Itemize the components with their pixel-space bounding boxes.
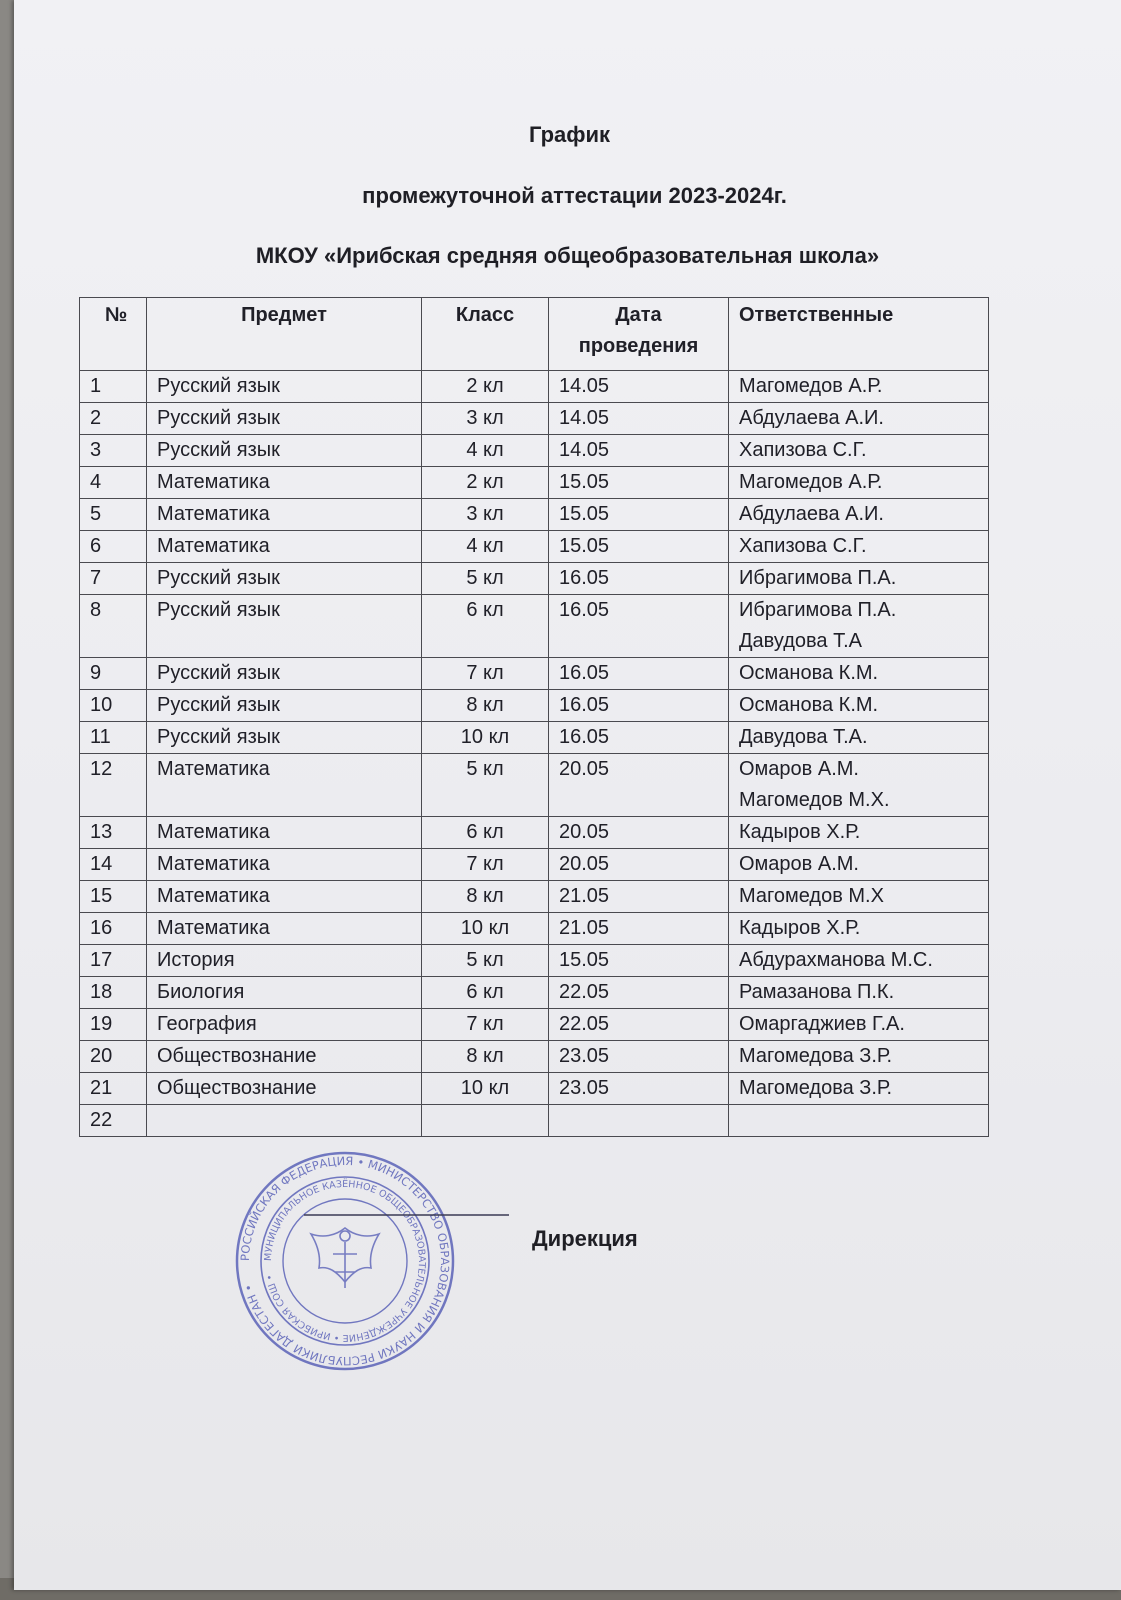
row-subject: Математика [147, 499, 422, 531]
row-class: 5 кл [422, 945, 549, 977]
schedule-table [79, 297, 989, 1137]
row-responsible [729, 531, 989, 563]
row-class: 5 кл [422, 563, 549, 595]
row-date: 21.05 [549, 913, 729, 945]
table-row [80, 499, 989, 531]
row-responsible [729, 1105, 989, 1137]
row-number: 16 [80, 913, 147, 945]
header-date [549, 298, 729, 371]
row-responsible [729, 849, 989, 881]
row-date [549, 1105, 729, 1137]
row-number: 2 [80, 403, 147, 435]
table-row [80, 817, 989, 849]
row-date: 16.05 [549, 595, 729, 658]
table-row [80, 531, 989, 563]
table-row [80, 1041, 989, 1073]
row-subject: Русский язык [147, 371, 422, 403]
row-class: 8 кл [422, 690, 549, 722]
row-class: 4 кл [422, 531, 549, 563]
table-row [80, 1073, 989, 1105]
document-title: График [528, 122, 611, 147]
row-class: 10 кл [422, 722, 549, 754]
row-responsible [729, 371, 989, 403]
responsible-person: Кадыров Х.Р. [739, 821, 861, 843]
row-number: 9 [80, 658, 147, 690]
responsible-person: Османова К.М. [739, 662, 879, 684]
row-subject: Обществознание [147, 1073, 422, 1105]
header-num: № [80, 298, 147, 371]
row-responsible [729, 467, 989, 499]
row-subject: Математика [147, 881, 422, 913]
responsible-person: Магомедов А.Р. [739, 375, 883, 397]
table-row [80, 881, 989, 913]
row-number: 19 [80, 1009, 147, 1041]
row-date: 22.05 [549, 1009, 729, 1041]
row-number: 14 [80, 849, 147, 881]
row-class: 4 кл [422, 435, 549, 467]
row-number: 13 [80, 817, 147, 849]
row-number: 7 [80, 563, 147, 595]
header-date-line2: проведения [578, 335, 699, 357]
row-class: 7 кл [422, 849, 549, 881]
row-number: 18 [80, 977, 147, 1009]
table-row [80, 435, 989, 467]
table-row [80, 977, 989, 1009]
row-subject: Русский язык [147, 658, 422, 690]
row-subject: Русский язык [147, 595, 422, 658]
row-subject: Русский язык [147, 690, 422, 722]
table-row [80, 913, 989, 945]
header-date-line1: Дата [615, 304, 662, 326]
row-date: 14.05 [549, 403, 729, 435]
row-class: 6 кл [422, 817, 549, 849]
row-date: 21.05 [549, 881, 729, 913]
row-subject: Математика [147, 531, 422, 563]
document-page [14, 0, 1121, 1590]
row-subject: Русский язык [147, 403, 422, 435]
row-date: 23.05 [549, 1041, 729, 1073]
table-row [80, 1105, 989, 1137]
responsible-person: Хапизова С.Г. [739, 535, 867, 557]
row-responsible [729, 690, 989, 722]
row-class: 2 кл [422, 371, 549, 403]
row-class: 7 кл [422, 658, 549, 690]
row-subject: Русский язык [147, 435, 422, 467]
row-date: 16.05 [549, 563, 729, 595]
responsible-person: Магомедов М.Х. [739, 789, 890, 811]
row-date: 15.05 [549, 467, 729, 499]
responsible-person: Османова К.М. [739, 694, 879, 716]
responsible-person: Абдурахманова М.С. [739, 949, 933, 971]
responsible-person: Омаргаджиев Г.А. [739, 1013, 905, 1035]
table-row [80, 563, 989, 595]
row-responsible [729, 722, 989, 754]
row-number: 8 [80, 595, 147, 658]
responsible-person: Магомедова З.Р. [739, 1045, 893, 1067]
row-responsible [729, 595, 989, 658]
row-responsible [729, 435, 989, 467]
row-date: 22.05 [549, 977, 729, 1009]
responsible-person: Магомедов М.Х [739, 885, 884, 907]
row-subject: Биология [147, 977, 422, 1009]
row-subject: Математика [147, 754, 422, 817]
responsible-person: Абдулаева А.И. [739, 503, 884, 525]
row-class: 10 кл [422, 1073, 549, 1105]
row-subject: Математика [147, 913, 422, 945]
schedule-rows [80, 371, 989, 1137]
row-date: 16.05 [549, 722, 729, 754]
row-class: 6 кл [422, 977, 549, 1009]
row-class: 3 кл [422, 499, 549, 531]
row-subject: Русский язык [147, 563, 422, 595]
table-row [80, 754, 989, 817]
row-class: 8 кл [422, 881, 549, 913]
row-number: 12 [80, 754, 147, 817]
row-responsible [729, 817, 989, 849]
table-row [80, 1009, 989, 1041]
row-responsible [729, 499, 989, 531]
row-date: 15.05 [549, 499, 729, 531]
row-class: 3 кл [422, 403, 549, 435]
row-responsible [729, 1041, 989, 1073]
table-row [80, 945, 989, 977]
table-row [80, 722, 989, 754]
row-responsible [729, 913, 989, 945]
row-date: 23.05 [549, 1073, 729, 1105]
school-name: МКОУ «Ирибская средняя общеобразовательная школа» [255, 243, 880, 268]
row-subject: История [147, 945, 422, 977]
row-date: 20.05 [549, 849, 729, 881]
row-number: 5 [80, 499, 147, 531]
row-number: 20 [80, 1041, 147, 1073]
row-subject: Математика [147, 817, 422, 849]
document-subtitle: промежуточной аттестации 2023-2024г. [362, 183, 787, 208]
table-header-row [80, 298, 989, 371]
header-class: Класс [422, 298, 549, 371]
row-subject: Математика [147, 849, 422, 881]
signature-label: Дирекция [532, 1226, 638, 1251]
responsible-person: Ибрагимова П.А. [739, 567, 897, 589]
responsible-person: Абдулаева А.И. [739, 407, 884, 429]
responsible-person: Ибрагимова П.А. [739, 599, 897, 621]
row-date: 20.05 [549, 754, 729, 817]
table-row [80, 658, 989, 690]
row-date: 16.05 [549, 658, 729, 690]
row-subject: Математика [147, 467, 422, 499]
row-class: 7 кл [422, 1009, 549, 1041]
row-number: 17 [80, 945, 147, 977]
row-date: 16.05 [549, 690, 729, 722]
table-row [80, 849, 989, 881]
row-class: 2 кл [422, 467, 549, 499]
row-date: 15.05 [549, 945, 729, 977]
row-responsible [729, 881, 989, 913]
row-date: 14.05 [549, 371, 729, 403]
row-number: 11 [80, 722, 147, 754]
row-responsible [729, 403, 989, 435]
table-row [80, 403, 989, 435]
row-number: 4 [80, 467, 147, 499]
responsible-person: Кадыров Х.Р. [739, 917, 861, 939]
row-date: 14.05 [549, 435, 729, 467]
row-class: 5 кл [422, 754, 549, 817]
row-date: 20.05 [549, 817, 729, 849]
school-stamp [234, 1150, 456, 1372]
responsible-person: Рамазанова П.К. [739, 981, 895, 1003]
header-responsible: Ответственные [729, 298, 989, 371]
row-responsible [729, 563, 989, 595]
table-row [80, 467, 989, 499]
row-class: 6 кл [422, 595, 549, 658]
row-number: 6 [80, 531, 147, 563]
row-subject [147, 1105, 422, 1137]
row-number: 22 [80, 1105, 147, 1137]
table-row [80, 595, 989, 658]
responsible-person: Давудова Т.А [739, 630, 862, 652]
stamp-inner-text: МУНИЦИПАЛЬНОЕ КАЗЁННОЕ ОБЩЕОБРАЗОВАТЕЛЬНОЕ УЧРЕЖДЕНИЕ • ИРИБСКАЯ СОШ • [262, 1178, 428, 1344]
responsible-person: Давудова Т.А. [739, 726, 868, 748]
row-number: 21 [80, 1073, 147, 1105]
responsible-person: Магомедова З.Р. [739, 1077, 893, 1099]
row-responsible [729, 1073, 989, 1105]
row-class: 10 кл [422, 913, 549, 945]
eagle-emblem-icon [311, 1228, 379, 1288]
row-subject: Обществознание [147, 1041, 422, 1073]
row-class: 8 кл [422, 1041, 549, 1073]
responsible-person: Хапизова С.Г. [739, 439, 867, 461]
row-responsible [729, 945, 989, 977]
row-responsible [729, 658, 989, 690]
row-number: 15 [80, 881, 147, 913]
row-responsible [729, 977, 989, 1009]
row-responsible [729, 754, 989, 817]
table-row [80, 371, 989, 403]
stamp-outer-text: РОССИЙСКАЯ ФЕДЕРАЦИЯ • МИНИСТЕРСТВО ОБРАЗОВАНИЯ И НАУКИ РЕСПУБЛИКИ ДАГЕСТАН • [237, 1153, 453, 1369]
row-number: 3 [80, 435, 147, 467]
responsible-person: Омаров А.М. [739, 853, 859, 875]
row-date: 15.05 [549, 531, 729, 563]
row-class [422, 1105, 549, 1137]
table-row [80, 690, 989, 722]
row-subject: Русский язык [147, 722, 422, 754]
row-subject: География [147, 1009, 422, 1041]
row-responsible [729, 1009, 989, 1041]
row-number: 10 [80, 690, 147, 722]
responsible-person: Магомедов А.Р. [739, 471, 883, 493]
signature-line [304, 1214, 509, 1216]
header-subject: Предмет [147, 298, 422, 371]
row-number: 1 [80, 371, 147, 403]
responsible-person: Омаров А.М. [739, 758, 859, 780]
